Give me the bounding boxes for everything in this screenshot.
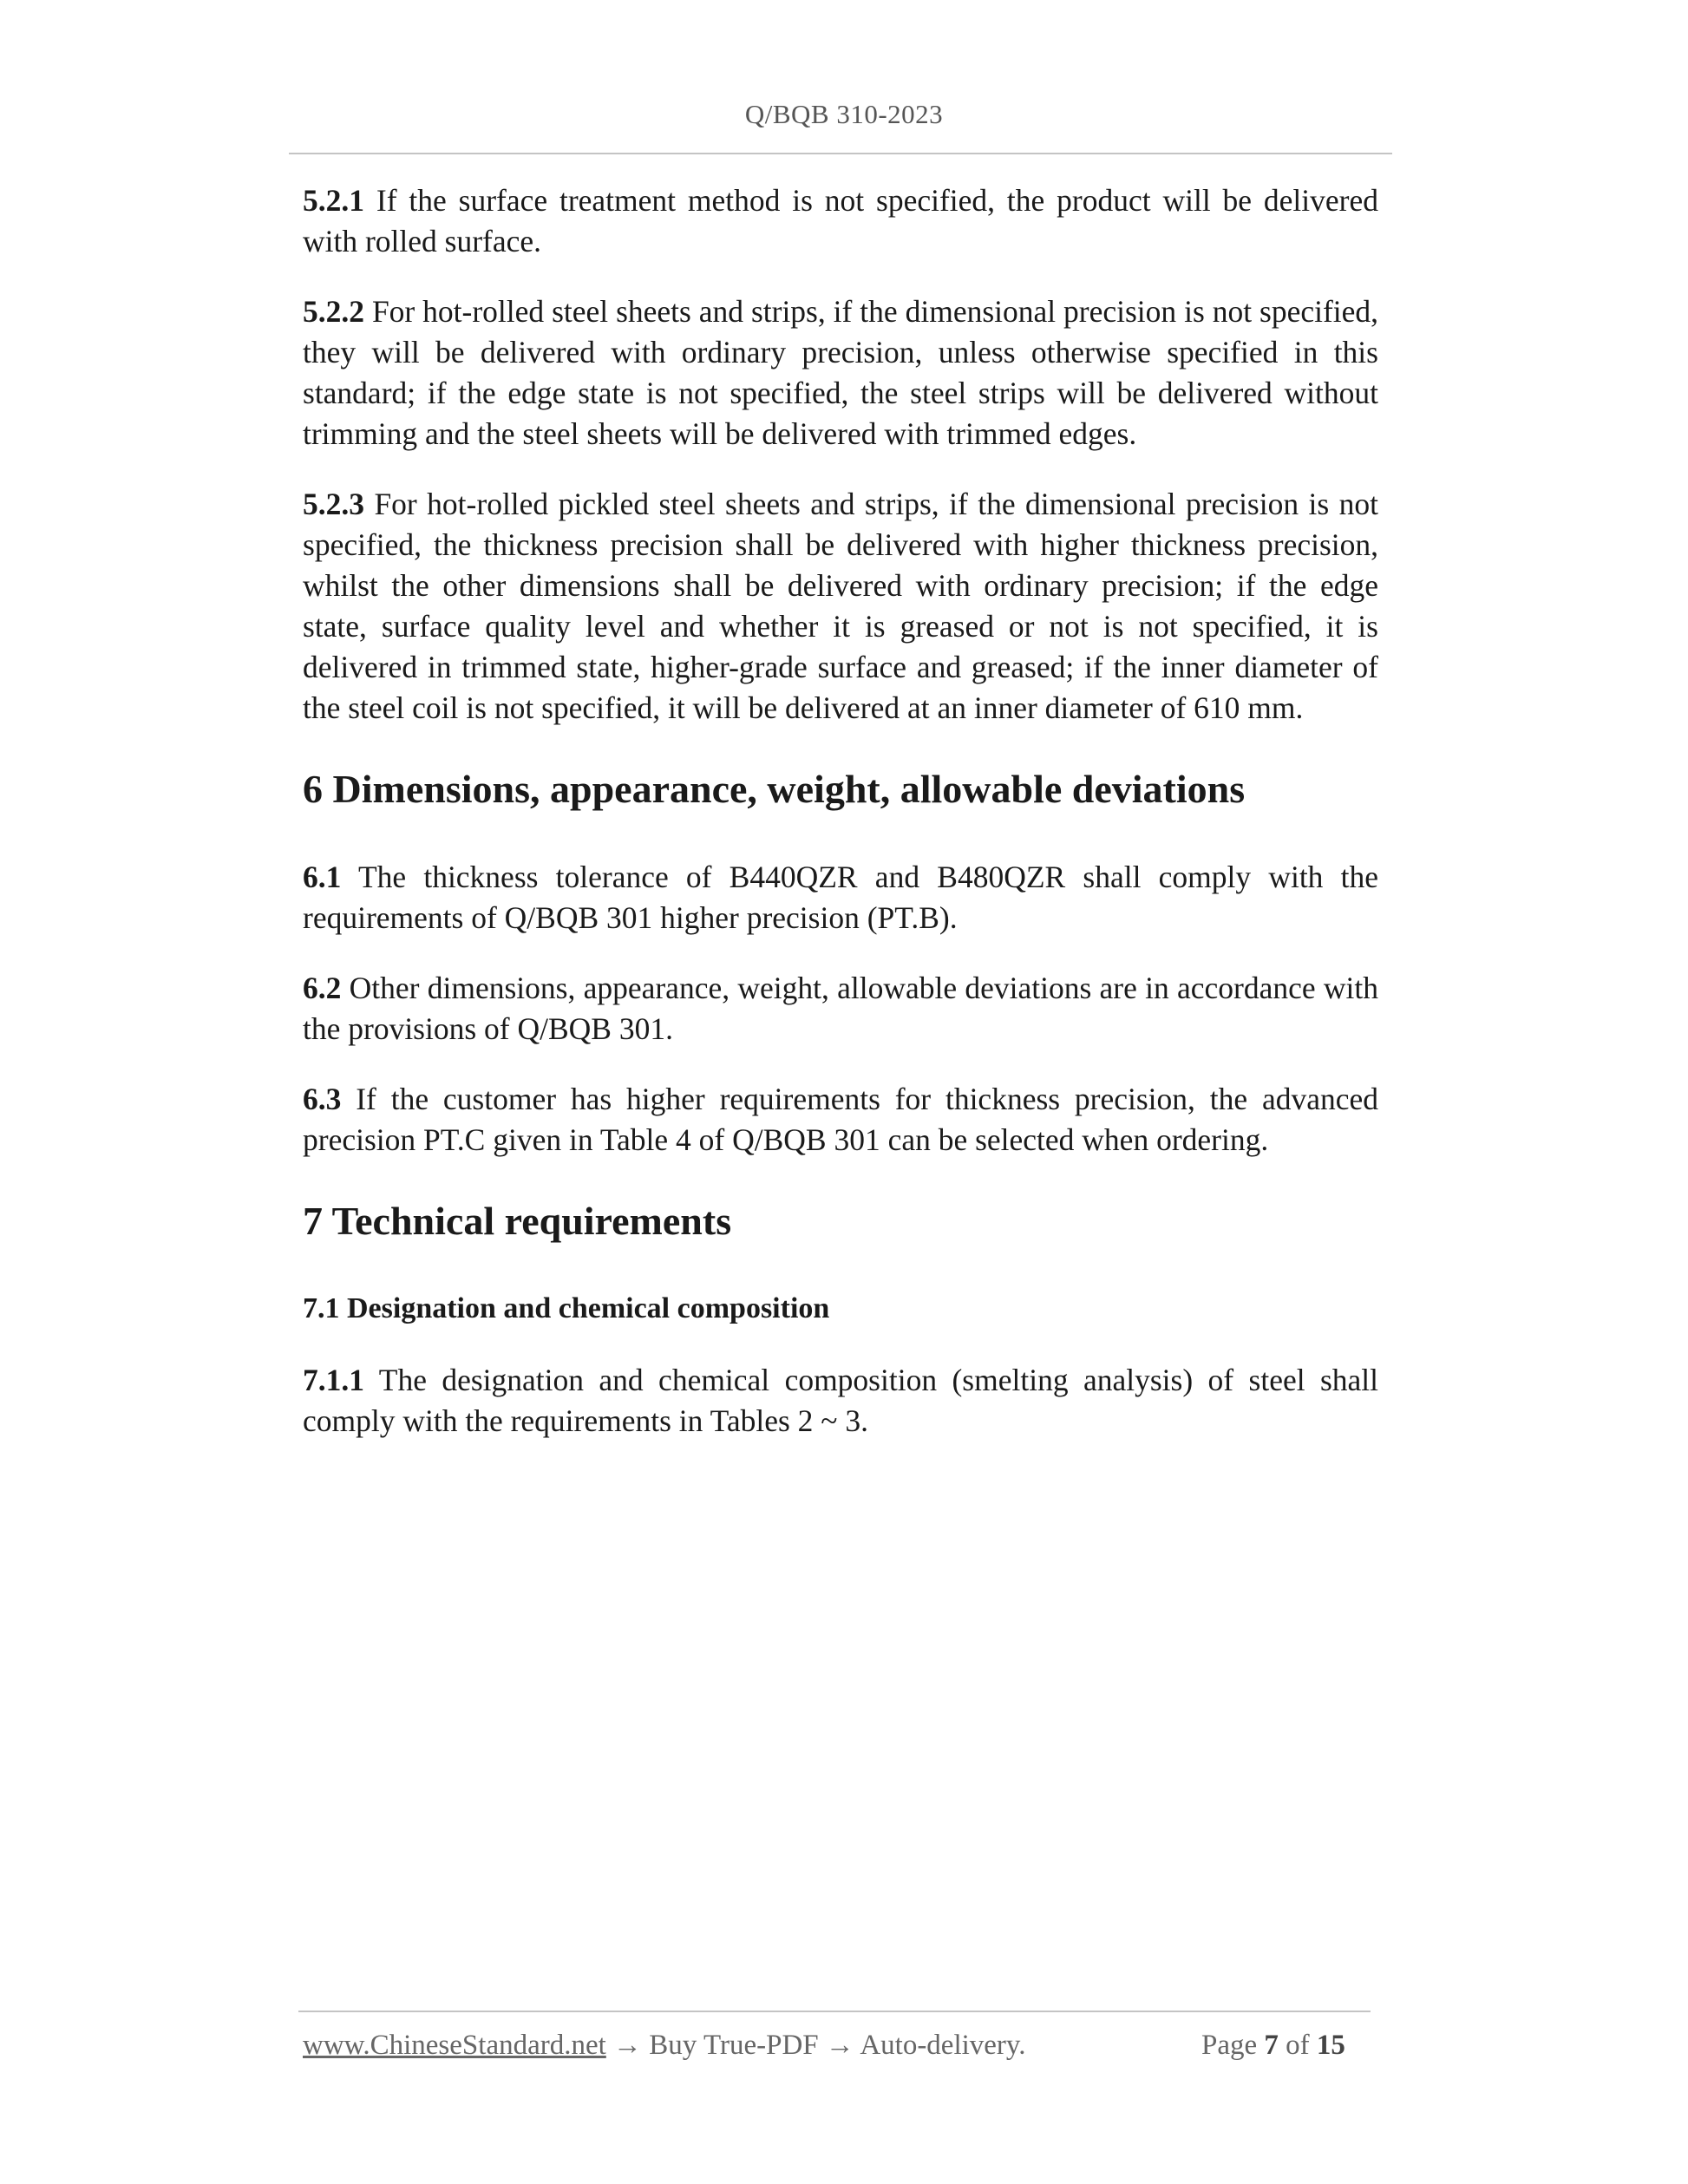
clause-5-2-1 [303,180,1378,262]
delivery-text: Auto-delivery. [860,2030,1026,2061]
clause-text: If the customer has higher requirements for thickness precision, the advanced precision PT.C given in Table 4 of Q/BQB 301 can be selected when ordering. [303,1082,1378,1157]
clause-5-2-2 [303,291,1378,454]
clause-number: 6.2 [303,971,342,1005]
header-divider [289,153,1392,154]
clause-7-1-1 [303,1360,1378,1442]
clause-text: For hot-rolled steel sheets and strips, if the dimensional precision is not specified, they will be delivered with ordinary precision, unless otherwise specified in this standard; if the edge state is not specified, the steel strips will be delivered without trimming and the steel sheets will be delivered with trimmed edges. [303,294,1379,451]
footer-links [303,2030,1026,2062]
page-body [303,180,1378,1471]
clause-number: 5.2.3 [303,487,364,521]
clause-text: For hot-rolled pickled steel sheets and strips, if the dimensional precision is not specified, the thickness precision shall be delivered with higher thickness precision, whilst the other dimensions shall be delivered with ordinary precision; if the edge state, surface quality level and whether it is greased or not is not specified, it is delivered in trimmed state, higher-grade surface and greased; if the inner diameter of the steel coil is not specified, it will be delivered at an inner diameter of 610 mm. [303,487,1379,725]
clause-6-2 [303,968,1378,1049]
subsection-7-1-heading: 7.1 Designation and chemical composition [303,1292,830,1324]
clause-5-2-3 [303,484,1378,729]
clause-text: If the surface treatment method is not specified, the product will be delivered with rolled surface. [303,183,1378,258]
clause-number: 6.1 [303,860,342,894]
section-6-heading: 6 Dimensions, appearance, weight, allowable deviations [303,767,1246,811]
clause-6-1 [303,857,1378,938]
clause-number: 5.2.1 [303,183,364,218]
buy-pdf-text: Buy True-PDF [649,2030,819,2061]
page-label: Page [1201,2030,1258,2061]
clause-number: 7.1.1 [303,1363,364,1397]
arrow-right-icon: → [825,2030,854,2061]
page-of-label: of [1286,2030,1310,2061]
document-code: Q/BQB 310-2023 [744,99,944,129]
clause-text: The designation and chemical composition (smelting analysis) of steel shall comply with the requirements in Tables 2 ~ 3. [303,1363,1379,1438]
clause-number: 5.2.2 [303,294,364,329]
page-total: 15 [1316,2030,1345,2061]
clause-6-3 [303,1079,1378,1161]
page-current: 7 [1264,2030,1279,2061]
footer-divider [298,2011,1371,2012]
clause-text: The thickness tolerance of B440QZR and B480QZR shall comply with the requirements of Q/BQB 301 higher precision (PT.B). [303,860,1378,935]
clause-text: Other dimensions, appearance, weight, allowable deviations are in accordance with the provisions of Q/BQB 301. [303,971,1378,1046]
section-7-heading: 7 Technical requirements [303,1199,732,1243]
arrow-right-icon: → [613,2030,643,2061]
clause-number: 6.3 [303,1082,342,1116]
website-link[interactable]: www.ChineseStandard.net [303,2030,606,2061]
page-indicator [1201,2030,1345,2062]
